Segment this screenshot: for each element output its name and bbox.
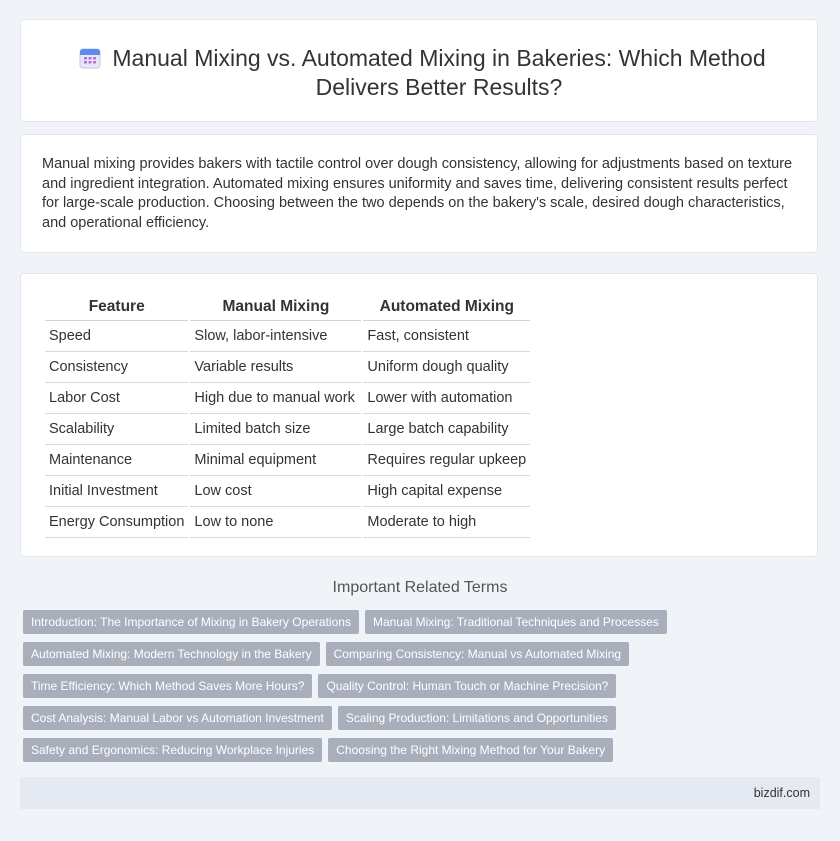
related-tag[interactable]: Manual Mixing: Traditional Techniques and Processes [365,610,667,634]
table-cell: Moderate to high [363,507,530,538]
table-cell: Variable results [190,352,361,383]
related-tag[interactable]: Time Efficiency: Which Method Saves More Hours? [23,674,312,698]
related-tag[interactable]: Quality Control: Human Touch or Machine Precision? [318,674,616,698]
table-row [45,476,530,507]
tag-row [23,738,619,762]
page-title-text: Manual Mixing vs. Automated Mixing in Bakeries: Which Method Delivers Better Results? [112,45,766,100]
related-tag[interactable]: Choosing the Right Mixing Method for Your Bakery [328,738,613,762]
intro-paragraph: Manual mixing provides bakers with tactile control over dough consistency, allowing for adjustments based on texture and ingredient integration. Automated mixing ensures uniformity and saves time, delivering consistent results perfect for large-scale production. Choosing between the two depends on the bakery's scale, desired dough characteristics, and operational efficiency. [42,156,793,231]
title-card [20,19,818,122]
column-header-automated: Automated Mixing [363,293,530,321]
table-cell: Limited batch size [190,414,361,445]
comparison-table [43,293,532,538]
table-cell: Minimal equipment [190,445,361,476]
page-title [21,44,817,102]
table-cell: High capital expense [363,476,530,507]
comparison-card [20,273,818,557]
table-cell: Low cost [190,476,361,507]
table-row [45,321,530,352]
table-cell: Speed [45,321,188,352]
table-cell: Lower with automation [363,383,530,414]
tag-row [23,642,635,666]
table-cell: Requires regular upkeep [363,445,530,476]
related-tag[interactable]: Scaling Production: Limitations and Opportunities [338,706,616,730]
table-cell: Consistency [45,352,188,383]
related-tag[interactable]: Safety and Ergonomics: Reducing Workplace Injuries [23,738,322,762]
column-header-manual: Manual Mixing [190,293,361,321]
table-cell: Slow, labor-intensive [190,321,361,352]
table-row [45,414,530,445]
related-tag[interactable]: Cost Analysis: Manual Labor vs Automation Investment [23,706,332,730]
table-cell: Energy Consumption [45,507,188,538]
tag-row [23,706,622,730]
related-tag[interactable]: Comparing Consistency: Manual vs Automated Mixing [326,642,629,666]
related-tag[interactable]: Introduction: The Importance of Mixing in Bakery Operations [23,610,359,634]
table-row [45,507,530,538]
table-cell: Maintenance [45,445,188,476]
tag-row [23,674,622,698]
intro-card [20,134,818,253]
table-cell: Low to none [190,507,361,538]
table-cell: Fast, consistent [363,321,530,352]
table-row [45,383,530,414]
table-cell: Large batch capability [363,414,530,445]
column-header-feature: Feature [45,293,188,321]
footer [20,777,820,809]
table-cell: High due to manual work [190,383,361,414]
table-cell: Scalability [45,414,188,445]
table-cell: Uniform dough quality [363,352,530,383]
footer-site-link[interactable]: bizdif.com [753,786,810,800]
table-row [45,352,530,383]
table-cell: Labor Cost [45,383,188,414]
related-tag[interactable]: Automated Mixing: Modern Technology in the Bakery [23,642,320,666]
table-header-row [45,293,530,321]
related-terms-heading: Important Related Terms [332,579,508,596]
table-row [45,445,530,476]
tag-row [23,610,673,634]
table-cell: Initial Investment [45,476,188,507]
